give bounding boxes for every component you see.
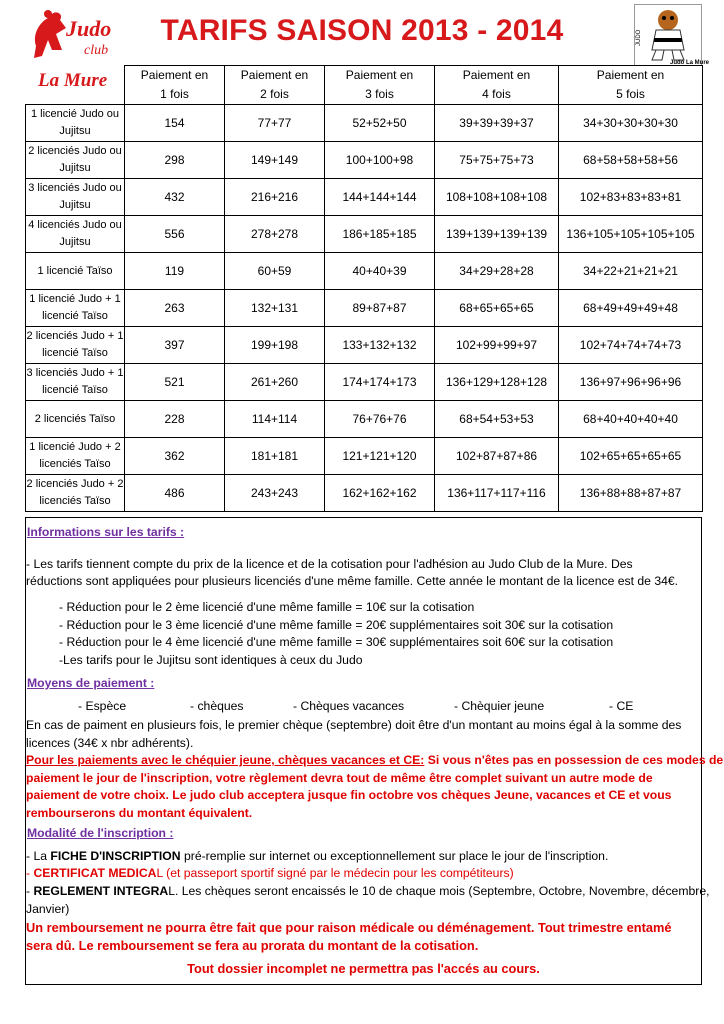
price-cell: 60+59	[225, 253, 325, 290]
price-cell: 102+99+99+97	[435, 327, 559, 364]
price-cell: 181+181	[225, 438, 325, 475]
price-cell: 77+77	[225, 105, 325, 142]
price-cell: 89+87+87	[325, 290, 435, 327]
header-cell: Paiement en 4 fois	[435, 66, 559, 105]
table-header-row	[26, 66, 703, 105]
table-row	[26, 438, 703, 475]
price-cell: 199+198	[225, 327, 325, 364]
table-row	[26, 364, 703, 401]
mascot-caption: Judo La Mure	[670, 60, 710, 66]
payment-method-cheques-vacances: - Chèques vacances	[293, 699, 405, 713]
row-label: 3 licenciés Judo ou Jujitsu	[26, 179, 125, 216]
price-cell: 68+49+49+49+48	[559, 290, 703, 327]
paiement-text-1: En cas de paiment en plusieurs fois, le premier chèque (septembre) doit être d'un montant au moins égal à la somme des	[26, 718, 682, 732]
price-cell: 40+40+39	[325, 253, 435, 290]
paiement-text-2: licences (34€ x nbr adhérents).	[26, 736, 194, 750]
price-cell: 102+87+87+86	[435, 438, 559, 475]
table-row	[26, 253, 703, 290]
row-label: 2 licenciés Taïso	[26, 401, 125, 438]
price-cell: 186+185+185	[325, 216, 435, 253]
price-cell: 132+131	[225, 290, 325, 327]
price-cell: 102+74+74+74+73	[559, 327, 703, 364]
price-cell: 162+162+162	[325, 475, 435, 512]
price-cell: 39+39+39+37	[435, 105, 559, 142]
price-cell: 136+117+117+116	[435, 475, 559, 512]
price-cell: 397	[125, 327, 225, 364]
tarifs-text-1: - Les tarifs tiennent compte du prix de la licence et de la cotisation pour l'adhésion au Judo Club de la Mure. Des	[26, 557, 633, 571]
price-cell: 68+54+53+53	[435, 401, 559, 438]
table-row	[26, 475, 703, 512]
inscription-certificat: - CERTIFICAT MEDICAL (et passeport sportif signé par le médecin pour les compétiteurs)	[26, 866, 514, 880]
logo-text-judo: Judo	[66, 16, 112, 41]
row-label: 4 licenciés Judo ou Jujitsu	[26, 216, 125, 253]
price-cell: 133+132+132	[325, 327, 435, 364]
row-label: 2 licenciés Judo + 1 licencié Taïso	[26, 327, 125, 364]
logo-text-club: club	[84, 43, 109, 58]
price-cell: 68+58+58+58+56	[559, 142, 703, 179]
heading-tarifs: Informations sur les tarifs :	[27, 525, 185, 539]
corner-cell	[26, 66, 125, 105]
price-cell: 521	[125, 364, 225, 401]
table-row	[26, 401, 703, 438]
price-cell: 139+139+139+139	[435, 216, 559, 253]
price-cell: 556	[125, 216, 225, 253]
price-cell: 174+174+173	[325, 364, 435, 401]
price-cell: 102+83+83+83+81	[559, 179, 703, 216]
row-label: 1 licencié Judo + 1 licencié Taïso	[26, 290, 125, 327]
price-cell: 68+40+40+40+40	[559, 401, 703, 438]
price-cell: 216+216	[225, 179, 325, 216]
heading-inscription: Modalité de l'inscription :	[27, 826, 174, 840]
row-label: 1 licencié Judo ou Jujitsu	[26, 105, 125, 142]
table-row	[26, 142, 703, 179]
price-cell: 34+29+28+28	[435, 253, 559, 290]
refund-notice-2: sera dû. Le remboursement se fera au prorata du montant de la cotisation.	[26, 938, 479, 953]
price-cell: 154	[125, 105, 225, 142]
table-row	[26, 216, 703, 253]
price-cell: 263	[125, 290, 225, 327]
table-row	[26, 290, 703, 327]
price-cell: 102+65+65+65+65	[559, 438, 703, 475]
reduction-2nd: - Réduction pour le 2 ème licencié d'une même famille = 10€ sur la cotisation	[59, 600, 475, 614]
reduction-4th: - Réduction pour le 4 ème licencié d'une même famille = 30€ supplémentaires soit 60€ sur la cotisation	[59, 635, 614, 649]
price-cell: 432	[125, 179, 225, 216]
price-cell: 261+260	[225, 364, 325, 401]
inscription-fiche: - La FICHE D'INSCRIPTION pré-remplie sur internet ou exceptionnellement sur place le jour de l'inscription.	[26, 849, 609, 863]
price-cell: 114+114	[225, 401, 325, 438]
table-row	[26, 105, 703, 142]
price-cell: 121+121+120	[325, 438, 435, 475]
table-row	[26, 327, 703, 364]
inscription-reglement-2: Janvier)	[26, 902, 70, 916]
info-panel	[25, 517, 724, 985]
page-title: TARIFS SAISON 2013 - 2014	[160, 14, 564, 47]
logo-text-la-mure: La Mure	[38, 70, 108, 91]
payment-method-especes: - Espèce	[78, 699, 127, 713]
price-cell: 34+30+30+30+30	[559, 105, 703, 142]
price-cell: 52+52+50	[325, 105, 435, 142]
payment-method-chequier-jeune: - Chèquier jeune	[454, 699, 545, 713]
price-cell: 243+243	[225, 475, 325, 512]
price-cell: 136+129+128+128	[435, 364, 559, 401]
tarifs-text-2: réductions sont appliquées pour plusieurs licenciés d'une même famille. Cette année le montant de la licence est de 34€.	[26, 574, 679, 588]
price-cell: 486	[125, 475, 225, 512]
price-cell: 76+76+76	[325, 401, 435, 438]
price-cell: 100+100+98	[325, 142, 435, 179]
incomplete-notice: Tout dossier incomplet ne permettra pas l'accés au cours.	[187, 961, 540, 976]
price-cell: 136+88+88+87+87	[559, 475, 703, 512]
heading-paiement: Moyens de paiement :	[27, 676, 155, 690]
price-cell: 228	[125, 401, 225, 438]
payment-method-cheques: - chèques	[190, 699, 244, 713]
row-label: 2 licenciés Judo ou Jujitsu	[26, 142, 125, 179]
row-label: 3 licenciés Judo + 1 licencié Taïso	[26, 364, 125, 401]
red-notice-3: paiement de votre choix. Le judo club acceptera jusque fin octobre vos chèques Jeune, vacances et CE et vous	[26, 788, 672, 802]
price-cell: 108+108+108+108	[435, 179, 559, 216]
price-cell: 75+75+75+73	[435, 142, 559, 179]
header-cell: Paiement en 1 fois	[125, 66, 225, 105]
red-notice-4: rembourserons du montant équivalent.	[26, 806, 253, 820]
header-cell: Paiement en 5 fois	[559, 66, 703, 105]
refund-notice-1: Un remboursement ne pourra être fait que pour raison médicale ou déménagement. Tout trimestre entamé	[26, 920, 672, 935]
row-label: 1 licencié Judo + 2 licenciés Taïso	[26, 438, 125, 475]
price-cell: 136+97+96+96+96	[559, 364, 703, 401]
header-cell: Paiement en 2 fois	[225, 66, 325, 105]
jujitsu-note: -Les tarifs pour le Jujitsu sont identiques à ceux du Judo	[59, 653, 363, 667]
price-cell: 34+22+21+21+21	[559, 253, 703, 290]
svg-text:JUDO: JUDO	[636, 29, 642, 46]
price-cell: 362	[125, 438, 225, 475]
price-cell: 68+65+65+65	[435, 290, 559, 327]
tarifs-table	[25, 65, 703, 512]
table-row	[26, 179, 703, 216]
payment-method-ce: - CE	[609, 699, 634, 713]
inscription-reglement: - REGLEMENT INTEGRAL. Les chèques seront encaissés le 10 de chaque mois (Septembre, Octobre, Novembre, décembre,	[26, 884, 710, 898]
red-notice-2: paiement le jour de l'inscription, votre règlement devra tout de même être complet suivant un autre mode de	[26, 771, 653, 785]
price-cell: 119	[125, 253, 225, 290]
price-cell: 298	[125, 142, 225, 179]
price-cell: 136+105+105+105+105	[559, 216, 703, 253]
price-cell: 278+278	[225, 216, 325, 253]
row-label: 1 licencié Taïso	[26, 253, 125, 290]
reduction-3rd: - Réduction pour le 3 ème licencié d'une même famille = 20€ supplémentaires soit 30€ sur la cotisation	[59, 618, 614, 632]
price-cell: 149+149	[225, 142, 325, 179]
red-notice-1: Pour les paiements avec le chéquier jeune, chèques vacances et CE: Si vous n'êtes pas en possession de ces modes de	[26, 753, 724, 767]
price-cell: 144+144+144	[325, 179, 435, 216]
header-cell: Paiement en 3 fois	[325, 66, 435, 105]
row-label: 2 licenciés Judo + 2 licenciés Taïso	[26, 475, 125, 512]
